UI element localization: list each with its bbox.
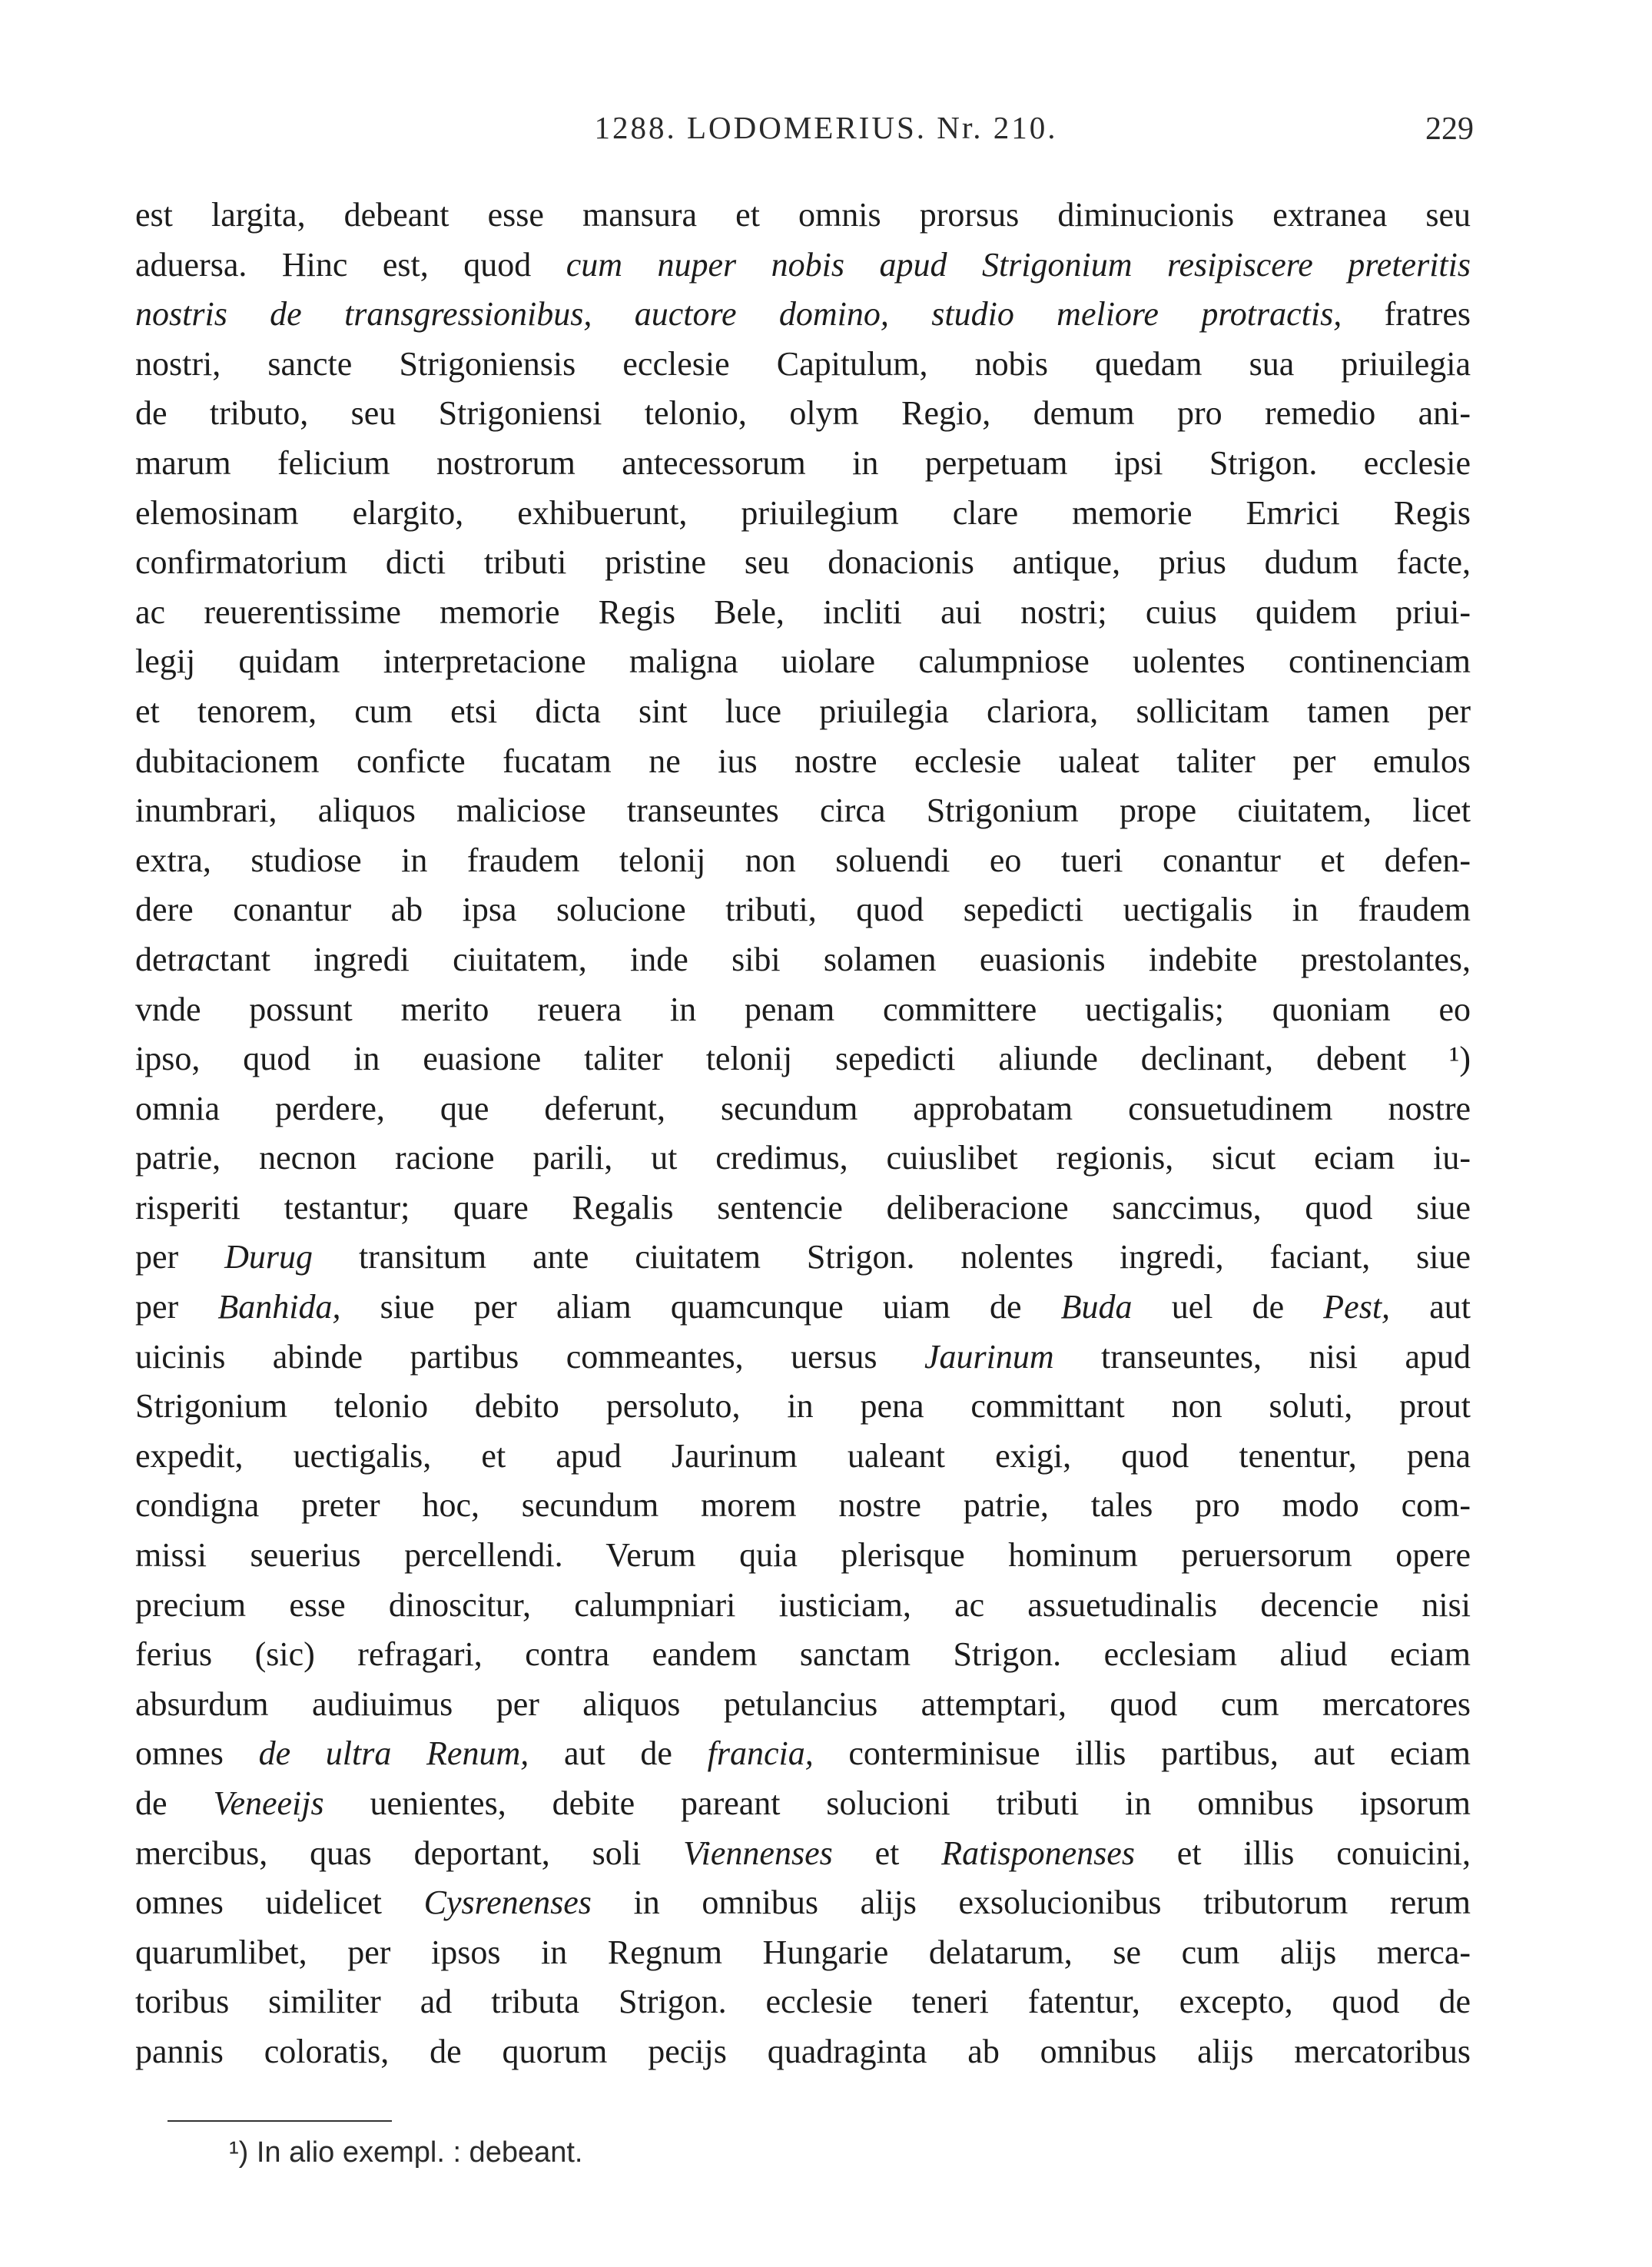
text-line [135,1977,1471,2027]
text-segment: omnia perdere, que deferunt, secundum approbatam consuetudinem nostre [135,1089,1471,1127]
text-line [135,1134,1471,1183]
main-text-block [135,191,1471,2077]
text-line [135,1382,1471,1432]
text-segment: elemosinam elargito, exhibuerunt, priuilegium clare memorie Em [135,493,1293,532]
text-line [135,2027,1471,2077]
running-title: 1288. LODOMERIUS. Nr. 210. [594,110,1058,145]
page-number: 229 [1425,111,1474,147]
text-segment: ctant ingredi ciuitatem, inde sibi solamen euasionis indebite prestolantes, [204,940,1471,978]
text-line [135,1779,1471,1829]
text-segment: toribus similiter ad tributa Strigon. ecclesie teneri fatentur, excepto, quod de [135,1983,1471,2021]
text-segment: quarumlibet, per ipsos in Regnum Hungarie delatarum, se cum alijs merca- [135,1933,1471,1971]
italic-segment: Veneeijs [213,1784,324,1822]
text-segment: confirmatorium dicti tributi pristine seu donacionis antique, prius dudum facte, [135,543,1471,582]
italic-segment: cum nuper nobis apud Strigonium resipiscere preteritis [566,245,1471,284]
text-line [135,389,1471,439]
text-segment: ac reuerentissime memorie Regis Bele, incliti aui nostri; cuius quidem priui- [135,592,1471,631]
text-line [135,985,1471,1035]
text-line [135,1034,1471,1084]
italic-segment: Cysrenenses [423,1884,592,1922]
text-line [135,1680,1471,1730]
text-line [135,489,1471,539]
text-segment: per [135,1288,218,1326]
italic-segment: Banhida, [217,1288,341,1326]
text-line [135,1481,1471,1531]
text-line [135,1928,1471,1978]
text-segment: precium esse dinoscitur, calumpniari iusticiam, ac as [135,1585,1056,1624]
text-segment: pannis coloratis, de quorum pecijs quadraginta ab omnibus alijs mercatoribus [135,2032,1471,2070]
running-head [0,109,1652,155]
text-line [135,836,1471,886]
text-line [135,1283,1471,1333]
text-line [135,885,1471,935]
text-line [135,737,1471,787]
text-segment: siue per aliam quamcunque uiam de [340,1288,1061,1326]
text-line [135,1630,1471,1680]
text-segment: ferius (sic) refragari, contra eandem sanctam Strigon. ecclesiam aliud eciam [135,1635,1471,1674]
text-segment: cimus, quod siue [1172,1188,1471,1226]
text-line [135,538,1471,588]
italic-segment: de ultra Renum, [258,1734,529,1773]
text-line [135,1084,1471,1134]
italic-segment: Jaurinum [924,1337,1054,1376]
text-line [135,637,1471,687]
text-line [135,1333,1471,1382]
text-segment: absurdum audiuimus per aliquos petulancius attemptari, quod cum mercatores [135,1684,1471,1723]
text-segment: et tenorem, cum etsi dicta sint luce priuilegia clariora, sollicitam tamen per [135,692,1471,730]
text-segment: et [832,1834,942,1872]
text-line [135,1581,1471,1631]
text-line [135,290,1471,340]
italic-segment: Buda [1060,1288,1133,1326]
text-segment: dubitacionem conficte fucatam ne ius nostre ecclesie ualeat taliter per emulos [135,742,1471,780]
text-segment: Strigonium telonio debito persoluto, in pena committant non soluti, prout [135,1387,1471,1426]
text-segment: transeuntes, nisi apud [1053,1337,1471,1376]
text-segment: dere conantur ab ipsa solucione tributi, quod sepedicti uectigalis in fraudem [135,891,1471,929]
text-line [135,1183,1471,1233]
italic-segment: francia, [707,1734,814,1773]
text-line [135,1233,1471,1283]
text-segment: ipso, quod in euasione taliter telonij sepedicti aliunde declinant, debent ¹) [135,1040,1471,1078]
text-segment: omnes [135,1734,259,1773]
text-line [135,241,1471,290]
footnote: ¹) In alio exempl. : debeant. [229,2136,583,2169]
text-line [135,1829,1471,1879]
footnote-rule [168,2120,392,2122]
text-segment: vnde possunt merito reuera in penam committere uectigalis; quoniam eo [135,990,1471,1028]
text-line [135,687,1471,737]
italic-segment: Ratisponenses [941,1834,1135,1872]
text-line [135,1729,1471,1779]
text-segment: expedit, uectigalis, et apud Jaurinum ualeant exigi, quod tenentur, pena [135,1436,1471,1475]
text-segment: marum felicium nostrorum antecessorum in perpetuam ipsi Strigon. ecclesie [135,443,1471,482]
text-segment: per [135,1238,225,1276]
text-segment: conterminisue illis partibus, aut eciam [813,1734,1471,1773]
text-segment: extra, studiose in fraudem telonij non soluendi eo tueri conantur et defen- [135,841,1471,879]
text-segment: aut [1390,1288,1471,1326]
italic-segment: a [187,940,205,978]
text-segment: detr [135,940,188,978]
text-line [135,340,1471,390]
text-segment: de [135,1784,214,1822]
text-line [135,439,1471,489]
text-line [135,1878,1471,1928]
text-segment: in omnibus alijs exsolucionibus tributorum rerum [591,1884,1471,1922]
text-line [135,935,1471,985]
text-segment: nostri, sancte Strigoniensis ecclesie Capitulum, nobis quedam sua priuilegia [135,344,1471,383]
text-segment: uicinis abinde partibus commeantes, uersus [135,1337,924,1376]
text-segment: uenientes, debite pareant solucioni tributi in omnibus ipsorum [323,1784,1471,1822]
text-segment: est largita, debeant esse mansura et omnis prorsus diminucionis extranea seu [135,196,1471,234]
italic-segment: nostris de transgressionibus, auctore domino, studio meliore protractis, [135,295,1342,334]
text-segment: omnes uidelicet [135,1884,424,1922]
text-line [135,1531,1471,1581]
text-line [135,588,1471,638]
text-segment: uetudinalis decencie nisi [1069,1585,1471,1624]
text-segment: risperiti testantur; quare Regalis sentencie deliberacione san [135,1188,1158,1226]
text-segment: inumbrari, aliquos maliciose transeuntes circa Strigonium prope ciuitatem, licet [135,792,1471,830]
italic-segment: s [1055,1585,1070,1624]
text-segment: mercibus, quas deportant, soli [135,1834,684,1872]
text-segment: patrie, necnon racione parili, ut credimus, cuiuslibet regionis, sicut eciam iu- [135,1139,1471,1177]
italic-segment: Pest, [1323,1288,1391,1326]
text-segment: missi seuerius percellendi. Verum quia plerisque hominum peruersorum opere [135,1536,1471,1575]
text-segment: uel de [1132,1288,1324,1326]
text-line [135,786,1471,836]
text-segment: ici Regis [1305,493,1471,532]
text-segment: condigna preter hoc, secundum morem nostre patrie, tales pro modo com- [135,1486,1471,1525]
text-segment: transitum ante ciuitatem Strigon. nolentes ingredi, faciant, siue [313,1238,1471,1276]
italic-segment: r [1292,493,1306,532]
text-segment: aut de [529,1734,708,1773]
text-segment: fratres [1342,295,1471,334]
text-segment: aduersa. Hinc est, quod [135,245,566,284]
italic-segment: Durug [224,1238,313,1276]
text-segment: et illis conuicini, [1134,1834,1471,1872]
text-line [135,191,1471,241]
text-segment: de tributo, seu Strigoniensi telonio, olym Regio, demum pro remedio ani- [135,394,1471,433]
italic-segment: c [1157,1188,1173,1226]
text-segment: legij quidam interpretacione maligna uiolare calumpniose uolentes continenciam [135,642,1471,681]
italic-segment: Viennenses [683,1834,833,1872]
text-line [135,1432,1471,1482]
